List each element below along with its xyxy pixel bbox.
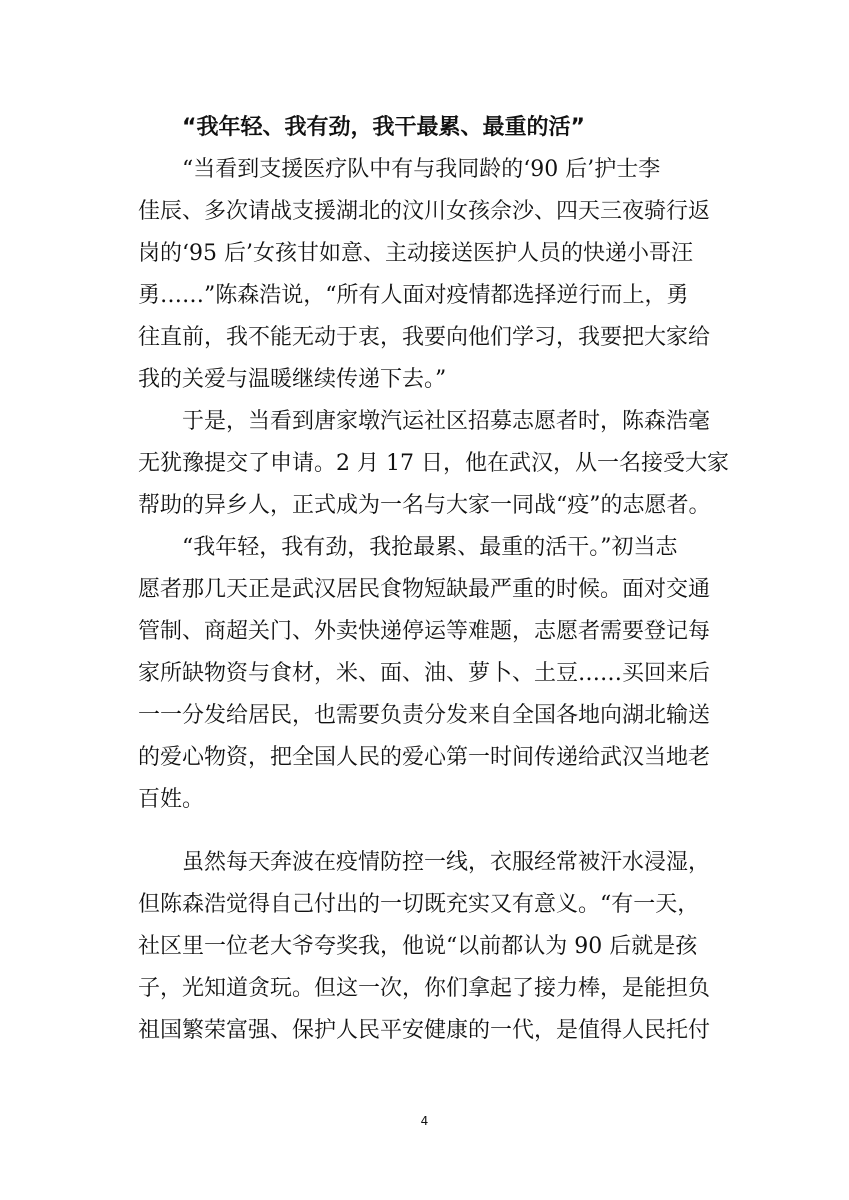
paragraph-4-line-5: 祖国繁荣富强、保护人民平安健康的一代，是值得人民托付	[138, 1018, 711, 1043]
paragraph-1-line-3: 岗的‘95 后’女孩甘如意、主动接送医护人员的快递小哥汪	[138, 241, 693, 266]
paragraph-1-line-5: 往直前，我不能无动于衷，我要向他们学习，我要把大家给	[138, 325, 711, 350]
paragraph-3-line-7: 百姓。	[138, 787, 205, 812]
paragraph-1-line-4: 勇……”陈森浩说，“所有人面对疫情都选择逆行而上，勇	[138, 283, 689, 308]
paragraph-3-line-5: 一一分发给居民，也需要负责分发来自全国各地向湖北输送	[138, 703, 711, 728]
page-number: 4	[420, 1114, 429, 1128]
paragraph-1-line-6: 我的关爱与温暖继续传递下去。”	[138, 367, 447, 392]
paragraph-2-line-3: 帮助的异乡人，正式成为一名与大家一同战“疫”的志愿者。	[138, 493, 711, 518]
paragraph-4-line-3: 社区里一位老大爷夸奖我，他说“以前都认为 90 后就是孩	[138, 934, 698, 959]
paragraph-3-line-6: 的爱心物资，把全国人民的爱心第一时间传递给武汉当地老	[138, 745, 711, 770]
paragraph-4-line-2: 但陈森浩觉得自己付出的一切既充实又有意义。“有一天，	[138, 892, 700, 917]
paragraph-3-line-2: 愿者那几天正是武汉居民食物短缺最严重的时候。面对交通	[138, 577, 711, 602]
paragraph-3-line-4: 家所缺物资与食材，米、面、油、萝卜、土豆……买回来后	[138, 661, 711, 686]
section-heading: “我年轻、我有劲，我干最累、最重的活”	[182, 115, 585, 140]
paragraph-1-line-2: 佳辰、多次请战支援湖北的汶川女孩佘沙、四天三夜骑行返	[138, 199, 711, 224]
paragraph-4-line-4: 子，光知道贪玩。但这一次，你们拿起了接力棒，是能担负	[138, 976, 711, 1001]
paragraph-1-line-1: “当看到支援医疗队中有与我同龄的‘90 后’护士李	[182, 157, 661, 182]
paragraph-2-line-2: 无犹豫提交了申请。2 月 17 日，他在武汉，从一名接受大家	[138, 451, 729, 476]
paragraph-3-line-3: 管制、商超关门、外卖快递停运等难题，志愿者需要登记每	[138, 619, 711, 644]
paragraph-2-line-1: 于是，当看到唐家墩汽运社区招募志愿者时，陈森浩毫	[182, 409, 711, 434]
paragraph-3-line-1: “我年轻，我有劲，我抢最累、最重的活干。”初当志	[182, 535, 678, 560]
paragraph-4-line-1: 虽然每天奔波在疫情防控一线，衣服经常被汗水浸湿，	[182, 850, 711, 875]
